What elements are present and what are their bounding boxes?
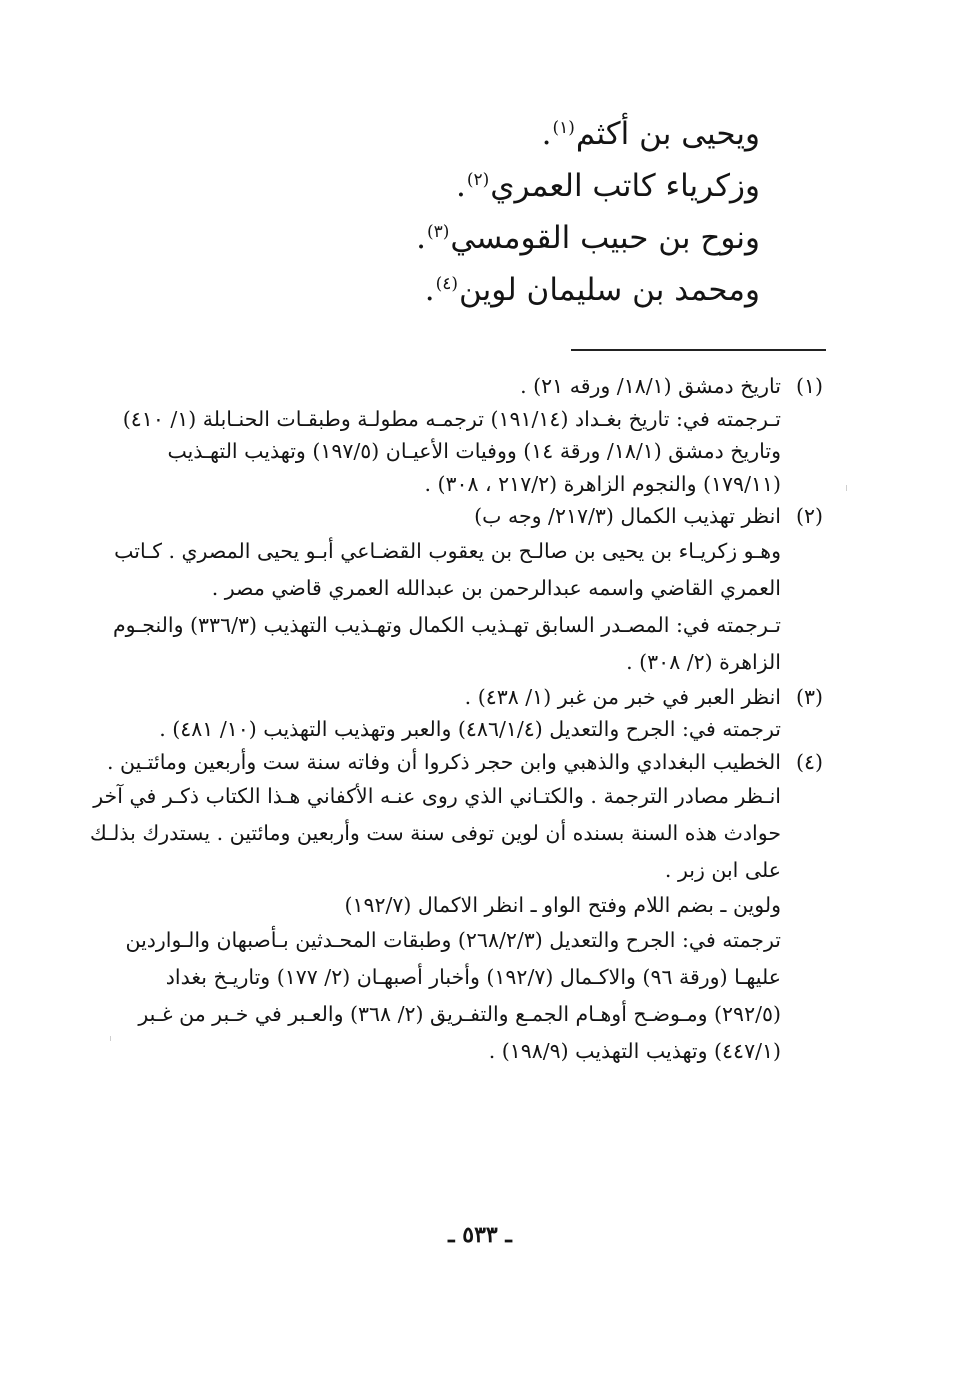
footnote-text: (٤٤٧/١) وتهذيب التهذيب (١٩٨/٩) .	[488, 1038, 781, 1063]
footnote-line	[123, 889, 823, 922]
footnote-line	[123, 681, 823, 714]
footnote-line	[123, 996, 823, 1033]
footnote-line	[93, 778, 823, 815]
footnote-ref: (٤)	[435, 274, 459, 294]
footnote-line	[123, 570, 823, 607]
main-line-1	[240, 108, 760, 160]
footnote-line	[123, 403, 823, 436]
main-line-end: .	[424, 272, 435, 308]
footnotes	[89, 370, 823, 1070]
footnote-ref: (٢)	[466, 170, 490, 190]
footnote-line	[89, 815, 823, 852]
main-line-text: ويحيى بن أكثم	[575, 116, 760, 152]
footnote-separator	[571, 349, 826, 351]
footnote-text: تاريخ دمشق (١٨/١/ ورقه ٢١) .	[520, 374, 781, 398]
main-line-text: ونوح بن حبيب القومسي	[450, 220, 760, 256]
footnote-number: (٣)	[795, 684, 823, 709]
main-line-text: ومحمد بن سليمان لوين	[459, 272, 760, 308]
footnote-number: (٤)	[795, 749, 823, 774]
footnote-text: وهـو زكريـاء بن يحيى بن صالـح بن يعقوب القضـاعي أبـو يحيى المصري . كـاتب	[114, 538, 781, 563]
footnote-text: تـرجمته في: المصـدر السابق تهـذيب الكمال وتهـذيب التهذيب (٣٣٦/٣) والنجـوم	[112, 612, 781, 637]
footnote-number: (٢)	[795, 504, 823, 528]
footnote-text: (٢٩٢/٥) ومـوضـح أوهـام الجمـع والتفـريق (٢/ ٣٦٨) والعـبر في خـبر من غـبر	[138, 1001, 781, 1026]
main-line-text: وزكرياء كاتب العمري	[490, 168, 760, 204]
footnote-line	[123, 370, 823, 403]
main-text	[240, 108, 760, 316]
footnote-text: العمري القاضي واسمه عبدالرحمن بن عبدالله العمري قاضي مصر .	[211, 575, 781, 600]
footnote-line	[114, 533, 823, 570]
footnote-text: انـظر مصادر الترجمة . والكتـاني الذي روى عنـه الأكفاني هـذا الكتاب ذكـر في آخر	[93, 784, 781, 808]
footnote-text: عليهـا (ورقة ٩٦) والاكـمال (١٩٢/٧) وأخبار أصبهـان (٢/ ١٧٧) وتاريـخ بغداد	[165, 964, 781, 989]
footnote-text: ترجمته في: الجرح والتعديل (٢٦٨/٢/٣) وطبقات المحـدثين بـأصبهان والـواردين	[125, 927, 781, 952]
footnote-ref: (٣)	[427, 222, 450, 242]
main-line-3	[240, 212, 760, 264]
footnote-text: انظر تهذيب الكمال (٢١٧/٣/ وجه ب)	[474, 504, 781, 528]
footnote-text: (١٧٩/١١) والنجوم الزاهرة (٢١٧/٢ ، ٣٠٨) .	[424, 471, 781, 496]
footnote-line	[123, 644, 823, 681]
main-line-2	[240, 160, 760, 212]
footnote-line	[123, 1033, 823, 1070]
footnote-line	[123, 959, 823, 996]
footnote-text: تـرجمته في: تاريخ بغـداد (١٩١/١٤) ترجمـه مطولـة وطبقـات الحنـابلة (١/ ٤١٠)	[122, 406, 781, 431]
footnote-text: حوادث هذه السنة بسنده أن لوين توفى سنة ست وأربعين ومائتين . يستدرك بذلـك	[89, 821, 781, 845]
footnote-text: وتاريخ دمشق (١٨/١/ ورقة ١٤) ووفيات الأعيـان (١٩٧/٥) وتهذيب التهـذيب	[167, 439, 781, 463]
footnote-text: على ابن زبر .	[664, 858, 781, 882]
main-line-end: .	[455, 168, 466, 204]
scan-speck	[110, 1036, 111, 1041]
footnote-text: ترجمته في: الجرح والتعديل (٤٨٦/١/٤) والعبر وتهذيب التهذيب (١٠/ ٤٨١) .	[159, 717, 781, 741]
footnote-ref: (١)	[552, 118, 575, 138]
footnote-text: انظر العبر في خبر من غبر (١/ ٤٣٨) .	[464, 684, 781, 709]
main-line-end: .	[541, 116, 552, 152]
footnote-line	[112, 607, 823, 644]
footnote-line	[123, 500, 823, 533]
main-line-4	[240, 264, 760, 316]
page-number: ـ ٥٣٣ ـ	[448, 1222, 512, 1248]
footnote-line	[123, 852, 823, 889]
footnote-line	[123, 435, 823, 468]
footnote-text: الخطيب البغدادي والذهبي وابن حجر ذكروا أن وفاته سنة ست وأربعين ومائتـين .	[106, 749, 781, 774]
footnote-line	[123, 713, 823, 746]
footnote-line	[106, 746, 823, 779]
main-line-end: .	[416, 220, 426, 256]
footnote-line	[123, 468, 823, 501]
scan-speck	[846, 485, 847, 491]
footnote-number: (١)	[795, 374, 823, 398]
footnote-text: ولوين ـ بضم اللام وفتح الواو ـ انظر الاكمال (١٩٢/٧)	[344, 893, 781, 917]
footnote-line	[123, 922, 823, 959]
footnote-text: الزاهرة (٢/ ٣٠٨) .	[626, 649, 781, 674]
